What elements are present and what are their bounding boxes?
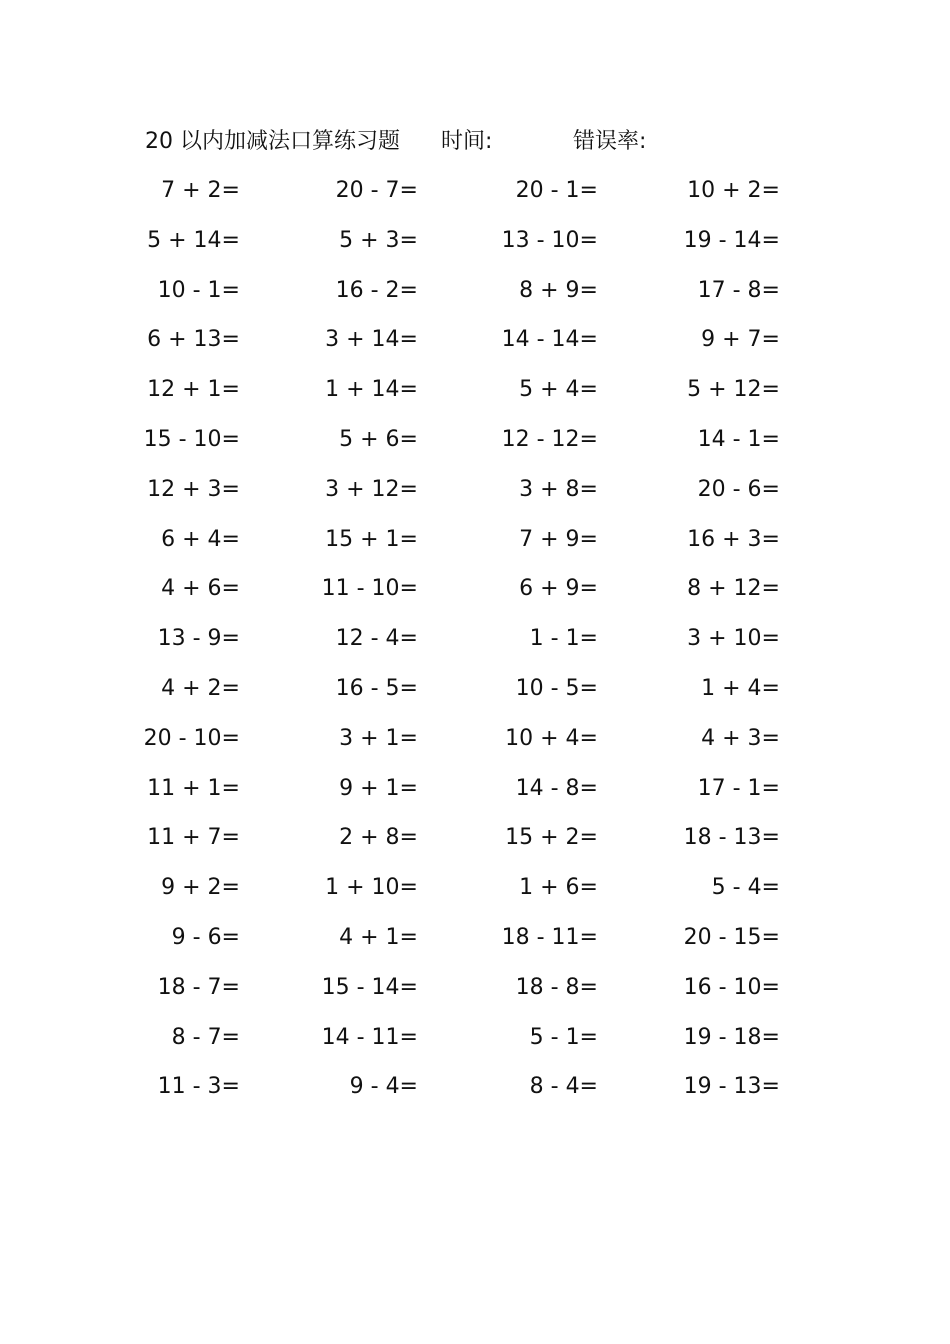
problem-item: 17 - 1= [697,775,780,801]
problem-item: 12 - 4= [335,626,418,652]
problem-row [0,266,950,316]
problem-item: 4 + 6= [161,576,240,602]
problem-item: 9 + 7= [701,327,780,353]
problem-item: 6 + 13= [147,327,240,353]
problem-item: 9 - 4= [349,1074,418,1100]
problem-item: 13 - 10= [501,227,598,253]
problem-item: 14 - 11= [321,1024,418,1050]
problem-item: 5 + 12= [687,377,780,403]
problem-item: 4 + 3= [701,725,780,751]
problem-item: 5 + 14= [147,227,240,253]
problem-item: 3 + 10= [687,626,780,652]
problem-item: 5 + 4= [519,377,598,403]
problem-item: 11 - 10= [321,576,418,602]
problem-item: 12 + 1= [147,377,240,403]
problem-item: 11 + 1= [147,775,240,801]
problem-item: 18 - 8= [515,974,598,1000]
problem-item: 20 - 6= [697,476,780,502]
problem-row [0,764,950,814]
problem-row [0,1062,950,1112]
problem-item: 5 + 3= [339,227,418,253]
problem-row [0,1013,950,1063]
problem-item: 4 + 2= [161,675,240,701]
problem-row [0,515,950,565]
problem-item: 20 - 1= [515,178,598,203]
worksheet-header [145,124,805,160]
problem-item: 8 - 4= [529,1074,598,1100]
problem-item: 8 - 7= [171,1024,240,1050]
problem-item: 8 + 9= [519,277,598,303]
worksheet-title: 20 以内加减法口算练习题 [145,129,400,154]
problem-item: 15 - 10= [143,426,240,452]
problem-row [0,664,950,714]
problem-item: 16 - 10= [683,974,780,1000]
problem-item: 17 - 8= [697,277,780,303]
problem-item: 3 + 14= [325,327,418,353]
problem-item: 10 - 1= [157,277,240,303]
problem-item: 1 + 6= [519,875,598,901]
problem-row [0,714,950,764]
problem-item: 3 + 12= [325,476,418,502]
problem-item: 20 - 7= [335,178,418,203]
problem-item: 9 + 2= [161,875,240,901]
problem-item: 4 + 1= [339,924,418,950]
problem-item: 11 + 7= [147,825,240,851]
problem-item: 5 + 6= [339,426,418,452]
problem-item: 3 + 8= [519,476,598,502]
problem-item: 18 - 13= [683,825,780,851]
problem-item: 6 + 9= [519,576,598,602]
problem-row [0,564,950,614]
problem-item: 3 + 1= [339,725,418,751]
problem-row [0,614,950,664]
problem-item: 10 - 5= [515,675,598,701]
problem-item: 1 + 10= [325,875,418,901]
problem-item: 15 + 2= [505,825,598,851]
problem-item: 14 - 1= [697,426,780,452]
problem-item: 20 - 10= [143,725,240,751]
problem-item: 18 - 11= [501,924,598,950]
problem-item: 1 - 1= [529,626,598,652]
problem-item: 8 + 12= [687,576,780,602]
problem-item: 7 + 9= [519,526,598,552]
problem-item: 9 + 1= [339,775,418,801]
problem-item: 5 - 1= [529,1024,598,1050]
problem-item: 9 - 6= [171,924,240,950]
problem-item: 10 + 2= [687,178,780,203]
problem-item: 12 + 3= [147,476,240,502]
problem-item: 10 + 4= [505,725,598,751]
problem-item: 15 - 14= [321,974,418,1000]
problem-row [0,315,950,365]
problem-item: 14 - 14= [501,327,598,353]
problem-row [0,813,950,863]
problem-row [0,465,950,515]
problem-item: 16 + 3= [687,526,780,552]
problem-row [0,216,950,266]
problem-grid [0,166,950,1112]
problem-row [0,415,950,465]
problem-item: 2 + 8= [339,825,418,851]
problem-item: 1 + 4= [701,675,780,701]
problem-item: 7 + 2= [161,178,240,203]
problem-item: 19 - 13= [683,1074,780,1100]
problem-item: 5 - 4= [711,875,780,901]
problem-item: 6 + 4= [161,526,240,552]
problem-item: 13 - 9= [157,626,240,652]
problem-row [0,863,950,913]
problem-item: 18 - 7= [157,974,240,1000]
problem-row [0,963,950,1013]
problem-item: 19 - 14= [683,227,780,253]
time-label: 时间: [441,129,493,154]
problem-item: 16 - 5= [335,675,418,701]
problem-item: 14 - 8= [515,775,598,801]
problem-item: 16 - 2= [335,277,418,303]
problem-item: 1 + 14= [325,377,418,403]
problem-item: 11 - 3= [157,1074,240,1100]
problem-item: 12 - 12= [501,426,598,452]
problem-row [0,166,950,216]
problem-row [0,365,950,415]
problem-item: 15 + 1= [325,526,418,552]
error-rate-label: 错误率: [573,129,647,154]
problem-item: 20 - 15= [683,924,780,950]
problem-row [0,913,950,963]
problem-item: 19 - 18= [683,1024,780,1050]
